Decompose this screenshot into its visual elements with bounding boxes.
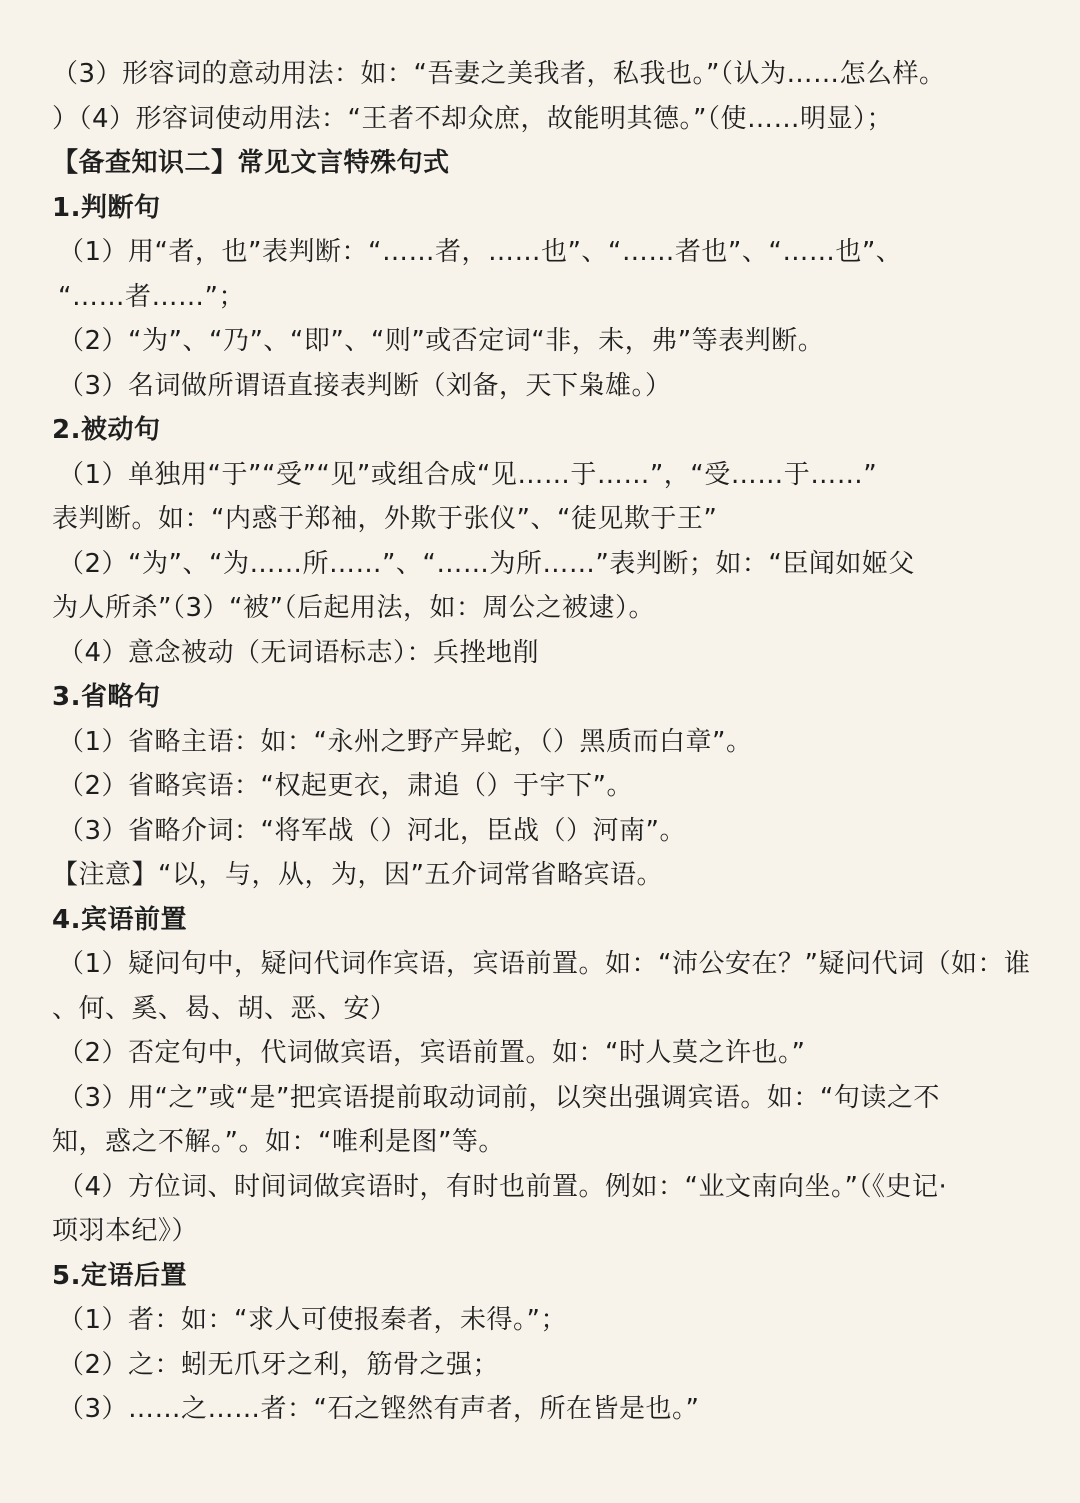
text-line: 为人所杀”（3）“被”（后起用法，如：周公之被逮）。 — [52, 593, 655, 623]
text-line: 表判断。如：“内惑于郑袖，外欺于张仪”、“徒见欺于王” — [52, 504, 718, 534]
text-line: 知，惑之不解。”。如：“唯利是图”等。 — [52, 1127, 505, 1157]
text-line: （3）……之……者：“石之铿然有声者，所在皆是也。” — [58, 1394, 700, 1424]
subsection-heading: 2.被动句 — [52, 415, 161, 445]
text-line: 项羽本纪》） — [52, 1216, 199, 1246]
note-line: 【注意】“以，与，从，为，因”五介词常省略宾语。 — [52, 860, 663, 890]
text-line: （3）名词做所谓语直接表判断（刘备，天下枭雄。） — [58, 370, 672, 401]
text-line: “……者……”； — [58, 281, 245, 312]
text-line: （1）单独用“于”“受”“见”或组合成“见……于……”，“受……于……” — [58, 459, 878, 490]
text-line: （2）“为”、“乃”、“即”、“则”或否定词“非，未，弗”等表判断。 — [58, 326, 825, 356]
text-line: 、何、奚、曷、胡、恶、安） — [52, 993, 397, 1024]
text-line: （3）省略介词：“将军战（）河北，臣战（）河南”。 — [58, 815, 686, 846]
text-line: （2）省略宾语：“权起更衣，肃追（）于宇下”。 — [58, 771, 633, 801]
text-line: （1）者：如：“求人可使报秦者，未得。”； — [58, 1305, 567, 1335]
text-line: （1）用“者，也”表判断：“……者，……也”、“……者也”、“……也”、 — [58, 237, 903, 267]
text-line: （2）之：蚓无爪牙之利，筋骨之强； — [58, 1349, 500, 1380]
text-line: （3）用“之”或“是”把宾语提前取动词前，以突出强调宾语。如：“句读之不 — [58, 1082, 940, 1113]
text-line: ）（4）形容词使动用法：“王者不却众庶，故能明其德。”（使……明显）； — [52, 103, 893, 134]
subsection-heading: 4.宾语前置 — [52, 904, 187, 935]
subsection-heading: 5.定语后置 — [52, 1260, 187, 1291]
text-line: （2）“为”、“为……所……”、“……为所……”表判断；如：“臣闻如姬父 — [58, 548, 915, 579]
text-line: （1）省略主语：如：“永州之野产异蛇，（）黑质而白章”。 — [58, 726, 753, 757]
section-heading: 【备查知识二】常见文言特殊句式 — [52, 148, 450, 178]
text-line: （4）方位词、时间词做宾语时，有时也前置。例如：“业文南向坐。”（《史记· — [58, 1171, 948, 1202]
subsection-heading: 3.省略句 — [52, 682, 161, 712]
text-line: （2）否定句中，代词做宾语，宾语前置。如：“时人莫之许也。” — [58, 1038, 806, 1068]
subsection-heading: 1.判断句 — [52, 192, 161, 223]
text-line: （4）意念被动（无词语标志）：兵挫地削 — [58, 637, 540, 668]
text-line: （1）疑问句中，疑问代词作宾语，宾语前置。如：“沛公安在？”疑问代词（如：谁 — [58, 949, 1031, 979]
text-line: （3）形容词的意动用法：如：“吾妻之美我者，私我也。”（认为……怎么样。 — [52, 59, 946, 89]
